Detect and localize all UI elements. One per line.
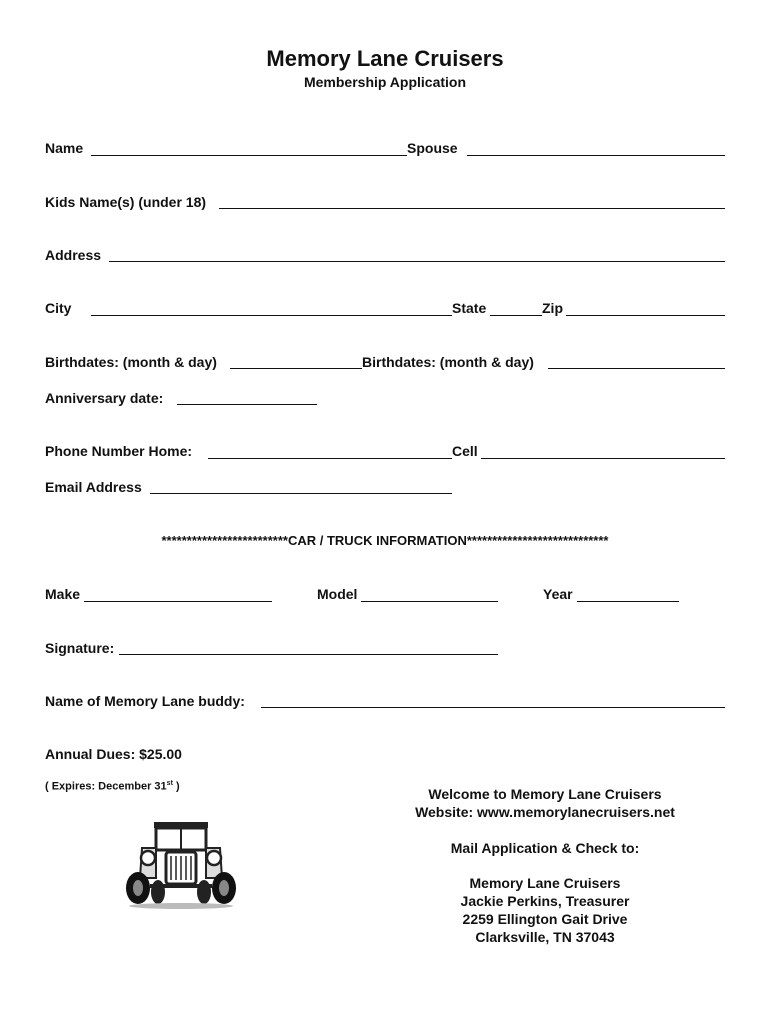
address-label: Address <box>45 247 102 263</box>
kids-field[interactable] <box>219 208 725 209</box>
email-label: Email Address <box>45 479 142 495</box>
year-field[interactable] <box>577 601 679 602</box>
name-label: Name <box>45 140 84 156</box>
year-label: Year <box>543 586 573 602</box>
birthdates-label-1: Birthdates: (month & day) <box>45 354 217 370</box>
kids-label: Kids Name(s) (under 18) <box>45 194 207 210</box>
state-field[interactable] <box>490 315 542 316</box>
mail-address-line-2: Jackie Perkins, Treasurer <box>460 893 630 909</box>
mail-heading: Mail Application & Check to: <box>450 840 640 856</box>
spouse-label: Spouse <box>407 140 458 156</box>
make-field[interactable] <box>84 601 272 602</box>
name-field[interactable] <box>91 155 407 156</box>
spouse-field[interactable] <box>467 155 725 156</box>
model-label: Model <box>317 586 358 602</box>
mail-address-line-4: Clarksville, TN 37043 <box>475 929 615 945</box>
model-field[interactable] <box>361 601 498 602</box>
anniversary-label: Anniversary date: <box>45 390 164 406</box>
birthdates-label-2: Birthdates: (month & day) <box>362 354 534 370</box>
car-section-heading: *************************CAR / TRUCK INFORMATION**************************** <box>161 533 609 548</box>
state-label: State <box>452 300 487 316</box>
city-label: City <box>45 300 72 316</box>
cell-label: Cell <box>452 443 478 459</box>
birthdates-field-2[interactable] <box>548 368 725 369</box>
zip-field[interactable] <box>566 315 725 316</box>
annual-dues: Annual Dues: $25.00 <box>45 746 182 762</box>
signature-field[interactable] <box>119 654 498 655</box>
mail-address-line-3: 2259 Ellington Gait Drive <box>462 911 628 927</box>
buddy-label: Name of Memory Lane buddy: <box>45 693 245 709</box>
hot-rod-car-icon <box>120 818 242 910</box>
anniversary-field[interactable] <box>177 404 317 405</box>
signature-label: Signature: <box>45 640 115 656</box>
zip-label: Zip <box>542 300 563 316</box>
birthdates-field-1[interactable] <box>230 368 362 369</box>
phone-home-field[interactable] <box>208 458 452 459</box>
email-field[interactable] <box>150 493 452 494</box>
buddy-field[interactable] <box>261 707 725 708</box>
city-field[interactable] <box>91 315 452 316</box>
website-text: Website: www.memorylanecruisers.net <box>415 804 675 820</box>
page-title: Memory Lane Cruisers <box>266 46 504 71</box>
welcome-text: Welcome to Memory Lane Cruisers <box>428 786 662 802</box>
page-subtitle: Membership Application <box>303 74 467 90</box>
mail-address-line-1: Memory Lane Cruisers <box>469 875 621 891</box>
make-label: Make <box>45 586 81 602</box>
expires-note: ( Expires: December 31st ) <box>45 780 180 793</box>
cell-field[interactable] <box>481 458 725 459</box>
address-field[interactable] <box>109 261 725 262</box>
phone-home-label: Phone Number Home: <box>45 443 193 459</box>
